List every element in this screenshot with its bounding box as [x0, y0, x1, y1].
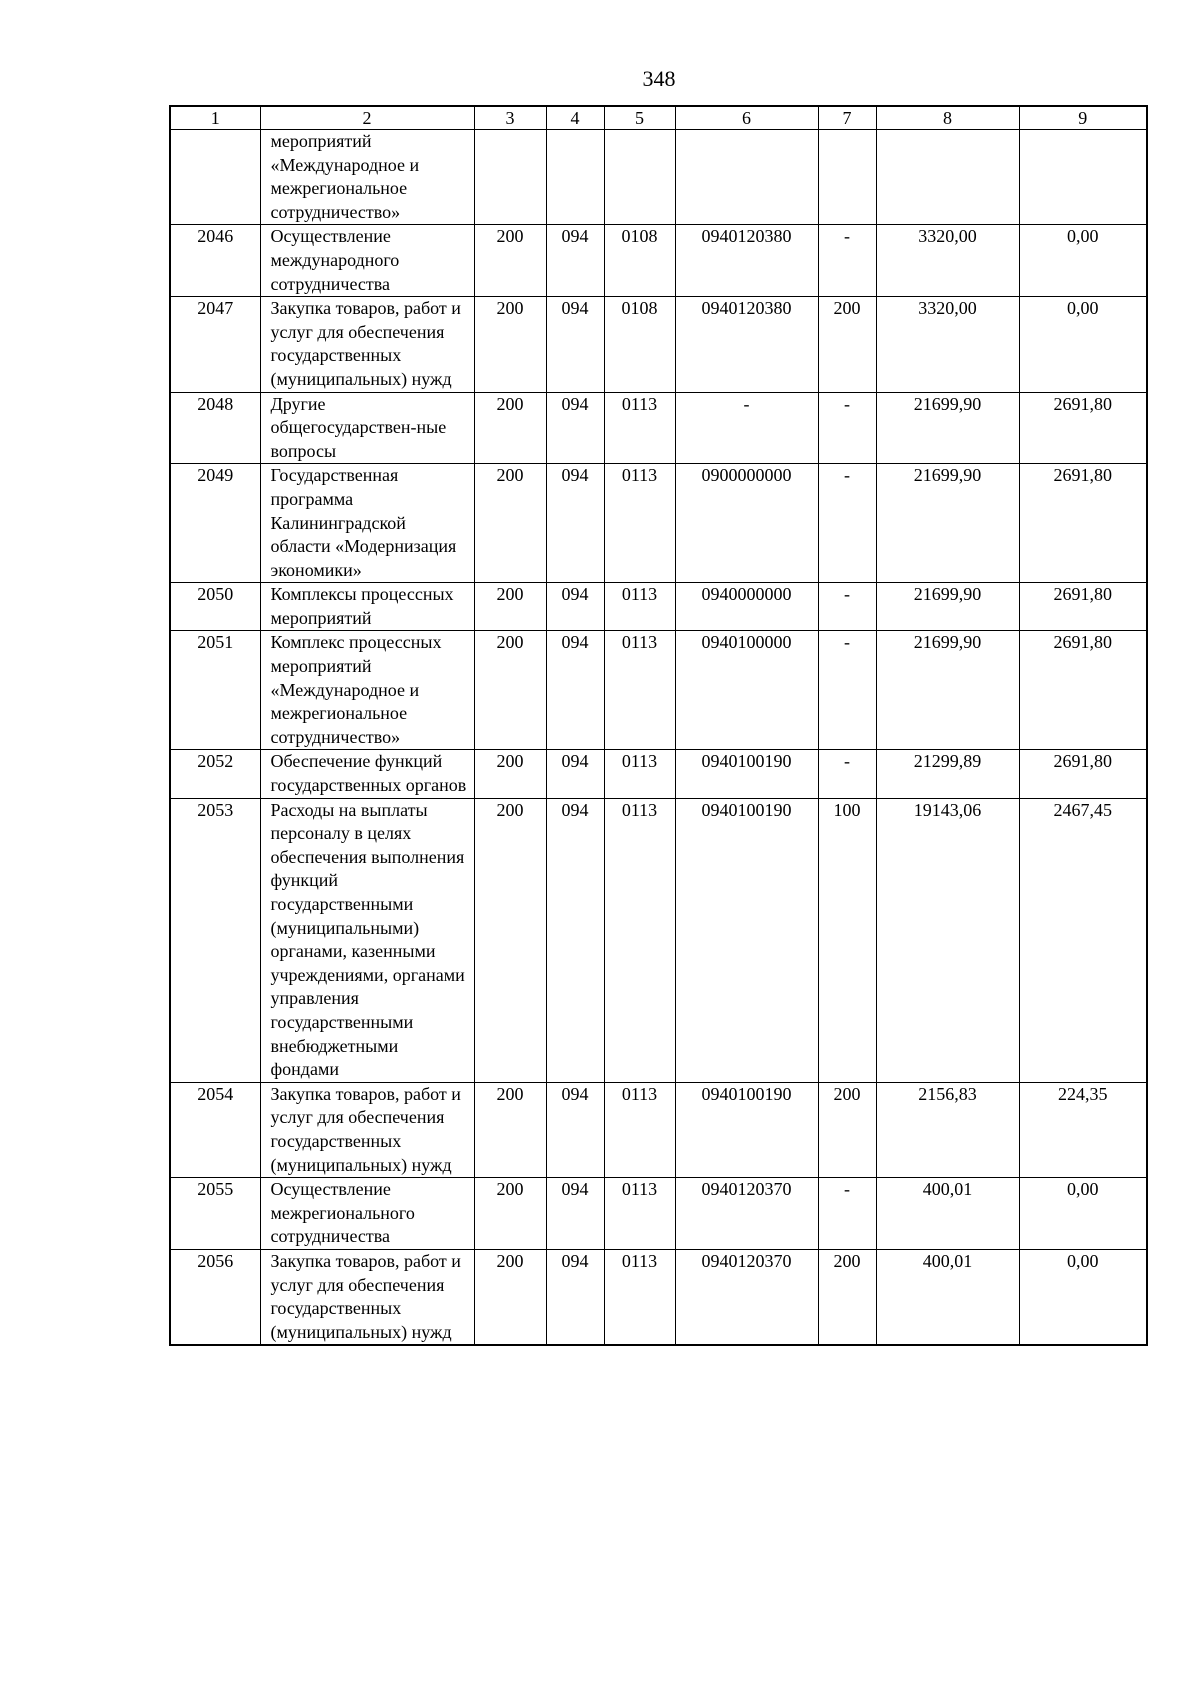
row-number-cell: 2053 — [170, 798, 260, 1082]
code-3-cell: 200 — [474, 750, 546, 798]
amount-9-cell: 0,00 — [1019, 1249, 1147, 1345]
expense-type-cell: 100 — [818, 798, 876, 1082]
amount-8-cell: 400,01 — [876, 1178, 1019, 1250]
section-code-cell: 0113 — [604, 750, 675, 798]
row-number-cell: 2054 — [170, 1082, 260, 1177]
item-name-cell: Осуществление межрегионального сотрудничества — [260, 1178, 474, 1250]
table-row — [170, 130, 1147, 225]
page-number: 348 — [642, 66, 676, 91]
amount-8-cell: 400,01 — [876, 1249, 1019, 1345]
amount-8-cell: 3320,00 — [876, 297, 1019, 392]
code-3-cell: 200 — [474, 583, 546, 631]
table-row — [170, 798, 1147, 1082]
target-article-cell: 0940100000 — [675, 631, 818, 750]
item-name-cell: Комплексы процессных мероприятий — [260, 583, 474, 631]
amount-9-cell: 2691,80 — [1019, 583, 1147, 631]
target-article-cell: 0940000000 — [675, 583, 818, 631]
row-number-cell: 2055 — [170, 1178, 260, 1250]
row-number-cell — [170, 130, 260, 225]
amount-9-cell: 2691,80 — [1019, 464, 1147, 583]
item-name-cell: Закупка товаров, работ и услуг для обеспечения государственных (муниципальных) нужд — [260, 297, 474, 392]
code-4-cell: 094 — [546, 583, 604, 631]
amount-9-cell: 2467,45 — [1019, 798, 1147, 1082]
target-article-cell: 0940120370 — [675, 1249, 818, 1345]
amount-9-cell: 224,35 — [1019, 1082, 1147, 1177]
amount-9-cell: 0,00 — [1019, 297, 1147, 392]
amount-8-cell: 21299,89 — [876, 750, 1019, 798]
code-3-cell: 200 — [474, 1178, 546, 1250]
amount-8-cell: 21699,90 — [876, 583, 1019, 631]
row-number-cell: 2050 — [170, 583, 260, 631]
table-row — [170, 631, 1147, 750]
section-code-cell: 0113 — [604, 631, 675, 750]
expense-type-cell — [818, 130, 876, 225]
section-code-cell: 0113 — [604, 583, 675, 631]
item-name-cell: Закупка товаров, работ и услуг для обеспечения государственных (муниципальных) нужд — [260, 1082, 474, 1177]
amount-9-cell: 0,00 — [1019, 1178, 1147, 1250]
amount-9-cell: 0,00 — [1019, 225, 1147, 297]
table-row — [170, 750, 1147, 798]
amount-8-cell: 21699,90 — [876, 392, 1019, 464]
section-code-cell: 0113 — [604, 798, 675, 1082]
column-header: 3 — [474, 106, 546, 130]
item-name-cell: мероприятий «Международное и межрегиональное сотрудничество» — [260, 130, 474, 225]
code-3-cell: 200 — [474, 1249, 546, 1345]
row-number-cell: 2047 — [170, 297, 260, 392]
code-4-cell: 094 — [546, 392, 604, 464]
section-code-cell: 0108 — [604, 297, 675, 392]
expense-type-cell: 200 — [818, 1249, 876, 1345]
column-header: 9 — [1019, 106, 1147, 130]
item-name-cell: Комплекс процессных мероприятий «Международное и межрегиональное сотрудничество» — [260, 631, 474, 750]
code-4-cell: 094 — [546, 464, 604, 583]
expense-type-cell: - — [818, 1178, 876, 1250]
section-code-cell: 0108 — [604, 225, 675, 297]
header-row — [170, 106, 1147, 130]
code-3-cell — [474, 130, 546, 225]
code-4-cell: 094 — [546, 798, 604, 1082]
target-article-cell: 0940120380 — [675, 297, 818, 392]
item-name-cell: Осуществление международного сотрудничества — [260, 225, 474, 297]
expense-type-cell: - — [818, 392, 876, 464]
table-row — [170, 1249, 1147, 1345]
table-row — [170, 297, 1147, 392]
code-3-cell: 200 — [474, 392, 546, 464]
item-name-cell: Обеспечение функций государственных органов — [260, 750, 474, 798]
table-row — [170, 225, 1147, 297]
amount-8-cell: 21699,90 — [876, 464, 1019, 583]
code-4-cell: 094 — [546, 297, 604, 392]
target-article-cell: 0940100190 — [675, 1082, 818, 1177]
section-code-cell — [604, 130, 675, 225]
table-row — [170, 464, 1147, 583]
target-article-cell: 0940100190 — [675, 750, 818, 798]
table-row — [170, 1082, 1147, 1177]
table-row — [170, 1178, 1147, 1250]
expense-type-cell: 200 — [818, 297, 876, 392]
code-3-cell: 200 — [474, 225, 546, 297]
code-3-cell: 200 — [474, 631, 546, 750]
column-header: 6 — [675, 106, 818, 130]
amount-9-cell: 2691,80 — [1019, 631, 1147, 750]
code-4-cell — [546, 130, 604, 225]
code-4-cell: 094 — [546, 1178, 604, 1250]
amount-8-cell: 2156,83 — [876, 1082, 1019, 1177]
column-header: 1 — [170, 106, 260, 130]
amount-9-cell: 2691,80 — [1019, 750, 1147, 798]
amount-9-cell: 2691,80 — [1019, 392, 1147, 464]
expense-type-cell: - — [818, 631, 876, 750]
column-header: 8 — [876, 106, 1019, 130]
column-header: 7 — [818, 106, 876, 130]
expense-type-cell: - — [818, 583, 876, 631]
code-4-cell: 094 — [546, 631, 604, 750]
row-number-cell: 2056 — [170, 1249, 260, 1345]
amount-9-cell — [1019, 130, 1147, 225]
section-code-cell: 0113 — [604, 392, 675, 464]
row-number-cell: 2048 — [170, 392, 260, 464]
target-article-cell: 0900000000 — [675, 464, 818, 583]
table-body — [170, 130, 1147, 1346]
item-name-cell: Государственная программа Калининградской области «Модернизация экономики» — [260, 464, 474, 583]
code-4-cell: 094 — [546, 750, 604, 798]
code-4-cell: 094 — [546, 225, 604, 297]
item-name-cell: Закупка товаров, работ и услуг для обеспечения государственных (муниципальных) нужд — [260, 1249, 474, 1345]
column-header: 5 — [604, 106, 675, 130]
amount-8-cell: 19143,06 — [876, 798, 1019, 1082]
section-code-cell: 0113 — [604, 1082, 675, 1177]
row-number-cell: 2052 — [170, 750, 260, 798]
section-code-cell: 0113 — [604, 1249, 675, 1345]
table-row — [170, 392, 1147, 464]
item-name-cell: Расходы на выплаты персоналу в целях обеспечения выполнения функций государственными (муниципальными) органами, казенными учреждениями, органами управления государственными внебюджетными фондами — [260, 798, 474, 1082]
target-article-cell — [675, 130, 818, 225]
code-3-cell: 200 — [474, 798, 546, 1082]
section-code-cell: 0113 — [604, 464, 675, 583]
target-article-cell: 0940120370 — [675, 1178, 818, 1250]
item-name-cell: Другие общегосударствен-ные вопросы — [260, 392, 474, 464]
target-article-cell: 0940120380 — [675, 225, 818, 297]
code-3-cell: 200 — [474, 1082, 546, 1177]
table-row — [170, 583, 1147, 631]
code-3-cell: 200 — [474, 297, 546, 392]
code-4-cell: 094 — [546, 1249, 604, 1345]
expense-type-cell: - — [818, 225, 876, 297]
amount-8-cell — [876, 130, 1019, 225]
row-number-cell: 2049 — [170, 464, 260, 583]
column-header: 2 — [260, 106, 474, 130]
row-number-cell: 2051 — [170, 631, 260, 750]
row-number-cell: 2046 — [170, 225, 260, 297]
column-header: 4 — [546, 106, 604, 130]
section-code-cell: 0113 — [604, 1178, 675, 1250]
expense-type-cell: 200 — [818, 1082, 876, 1177]
budget-table — [169, 105, 1148, 1346]
amount-8-cell: 21699,90 — [876, 631, 1019, 750]
amount-8-cell: 3320,00 — [876, 225, 1019, 297]
expense-type-cell: - — [818, 750, 876, 798]
code-3-cell: 200 — [474, 464, 546, 583]
code-4-cell: 094 — [546, 1082, 604, 1177]
target-article-cell: - — [675, 392, 818, 464]
expense-type-cell: - — [818, 464, 876, 583]
target-article-cell: 0940100190 — [675, 798, 818, 1082]
